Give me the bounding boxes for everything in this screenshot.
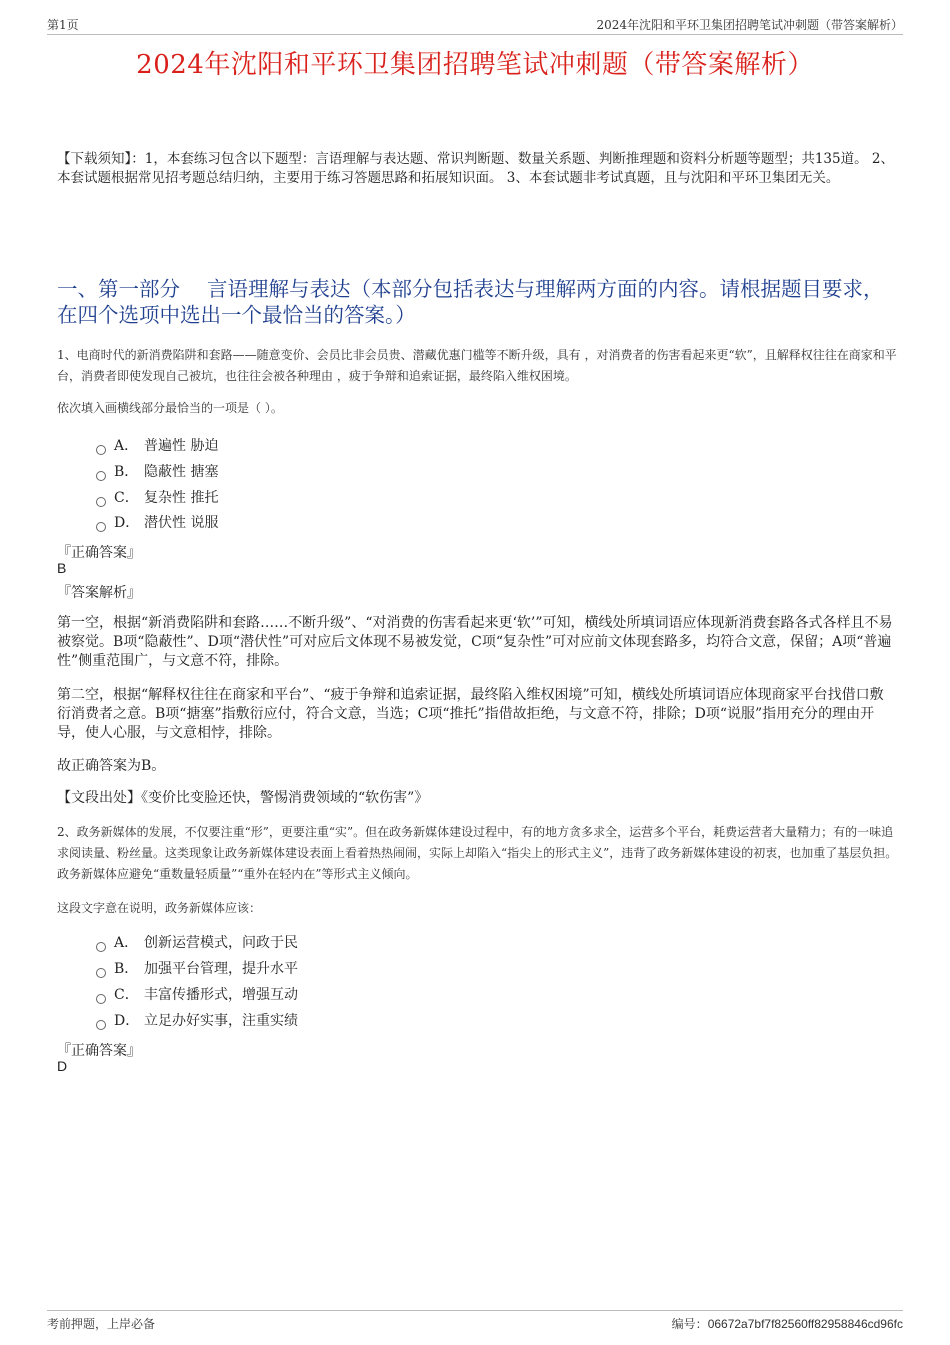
question-2-option-a[interactable]: A． 创新运营模式，问政于民 [96, 933, 298, 953]
radio-icon[interactable] [96, 522, 106, 532]
question-1-text: 1、电商时代的新消费陷阱和套路——随意变价、会员比非会员贵、潜藏优惠门槛等不断升级，具有 ，对消费者的伤害看起来更“软”，且解释权往往在商家和平台，消费者即使发现自己被坑，也往往会被各种理由 ，疲于争辩和追索证据，最终陷入维权困境。 [57, 348, 897, 383]
page-footer [47, 1310, 903, 1335]
answer-label: 『正确答案』 [57, 1043, 141, 1059]
analysis-conclusion: 故正确答案为B。 [57, 758, 166, 774]
question-1-ask: 依次填入画横线部分最恰当的一项是（ ）。 [57, 401, 283, 415]
question-2-ask: 这段文字意在说明，政务新媒体应该： [57, 901, 262, 915]
analysis-label: 『答案解析』 [57, 585, 141, 601]
question-2-option-c[interactable]: C． 丰富传播形式，增强互动 [96, 985, 298, 1005]
analysis-paragraph-1: 第一空，根据“新消费陷阱和套路……不断升级”、“对消费的伤害看起来更‘软’”可知，横线处所填词语应体现新消费套路各式各样且不易被察觉。B项“隐蔽性”、D项“潜伏性”可对应后文体现不易被发觉，C项“复杂性”可对应前文体现套路多，均符合文意，保留；A项“普遍性”侧重范围广，与文意不符，排除。 [57, 615, 893, 669]
question-1-option-b[interactable]: B． 隐蔽性 搪塞 [96, 462, 218, 482]
radio-icon[interactable] [96, 445, 106, 455]
radio-icon[interactable] [96, 994, 106, 1004]
question-2-text: 2、政务新媒体的发展，不仅要注重“形”，更要注重“实”。但在政务新媒体建设过程中，有的地方贪多求全，运营多个平台，耗费运营者大量精力；有的一味追求阅读量、粉丝量。这类现象让政务新媒体建设表面上看着热热闹闹，实际上却陷入“指尖上的形式主义”，违背了政务新媒体建设的初衷，也加重了基层负担。政务新媒体应避免“重数量轻质量”“重外在轻内在”等形式主义倾向。 [57, 825, 898, 881]
question-1-option-c[interactable]: C． 复杂性 推托 [96, 488, 218, 508]
analysis-paragraph-2: 第二空，根据“解释权往往在商家和平台”、“疲于争辩和追索证据，最终陷入维权困境”可知，横线处所填词语应体现商家平台找借口敷衍消费者之意。B项“搪塞”指敷衍应付，符合文意，当选；C项“推托”指借故拒绝，与文意不符，排除；D项“说服”指用充分的理由开导，使人心服，与文意相悖，排除。 [57, 687, 884, 741]
footer-serial: 编号：06672a7bf7f82560ff82958846cd96fc [671, 1317, 903, 1331]
page-header [47, 14, 903, 35]
download-notice: 【下载须知】：1，本套练习包含以下题型：言语理解与表达题、常识判断题、数量关系题、判断推理题和资料分析题等题型；共135道。 2、本套试题根据常见招考题总结归纳，主要用于练习答题思路和拓展知识面。 3、本套试题非考试真题，且与沈阳和平环卫集团无关。 [57, 151, 894, 186]
question-1-option-d[interactable]: D． 潜伏性 说服 [96, 513, 218, 533]
footer-slogan: 考前押题，上岸必备 [47, 1317, 156, 1331]
answer-label: 『正确答案』 [57, 545, 141, 561]
header-doc-title: 2024年沈阳和平环卫集团招聘笔试冲刺题（带答案解析） [596, 18, 903, 32]
document-title: 2024年沈阳和平环卫集团招聘笔试冲刺题（带答案解析） [136, 50, 814, 80]
answer-value: B [57, 560, 67, 576]
question-2-option-b[interactable]: B． 加强平台管理，提升水平 [96, 959, 298, 979]
radio-icon[interactable] [96, 942, 106, 952]
radio-icon[interactable] [96, 1020, 106, 1030]
radio-icon[interactable] [96, 497, 106, 507]
radio-icon[interactable] [96, 968, 106, 978]
answer-value: D [57, 1058, 68, 1074]
question-2-option-d[interactable]: D． 立足办好实事，注重实绩 [96, 1011, 298, 1031]
page-number: 第1页 [47, 18, 79, 32]
section-title: 一、第一部分 言语理解与表达（本部分包括表达与理解两方面的内容。请根据题目要求，在四个选项中选出一个最恰当的答案。） [57, 277, 884, 327]
question-1-option-a[interactable]: A． 普遍性 胁迫 [96, 436, 218, 456]
source-citation: 【文段出处】《变价比变脸还快，警惕消费领域的“软伤害”》 [57, 790, 429, 806]
radio-icon[interactable] [96, 471, 106, 481]
